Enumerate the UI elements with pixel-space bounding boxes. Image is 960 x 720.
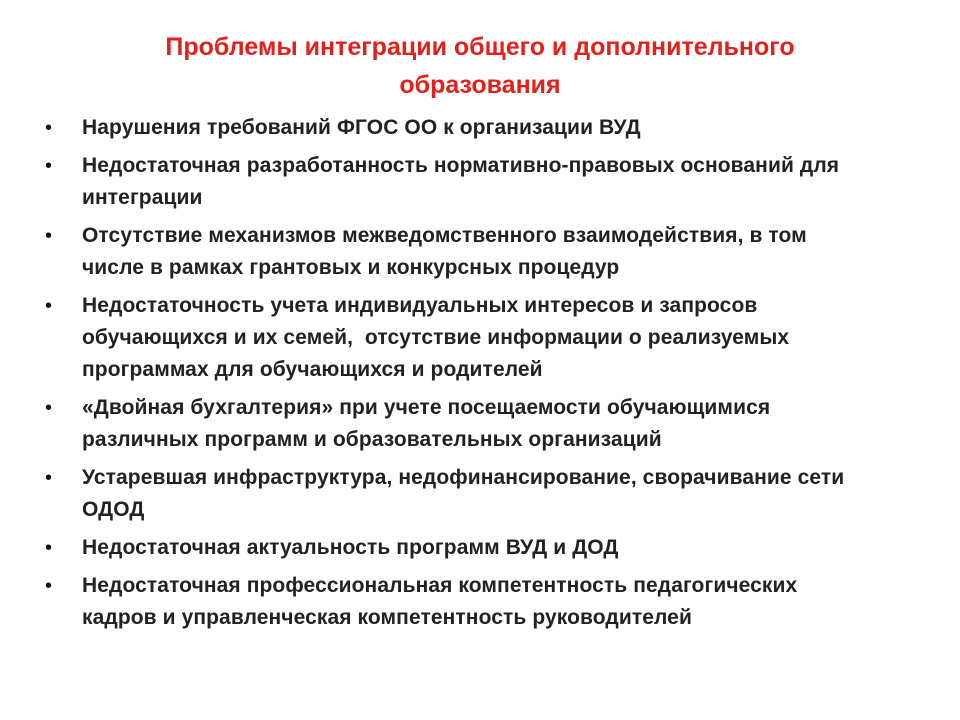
list-item-text [82, 112, 925, 144]
list-item-text [82, 150, 925, 214]
list-item [45, 112, 925, 144]
list-item [45, 290, 925, 386]
list-item-line: Устаревшая инфраструктура, недофинансирование, сворачивание сети [82, 466, 845, 489]
list-item-line: Недостаточная разработанность нормативно-правовых оснований для [82, 154, 840, 177]
list-item-text [82, 220, 925, 284]
list-item-line: ОДОД [82, 498, 145, 521]
bullet-icon: • [45, 155, 53, 177]
title-line-2: образования [399, 71, 561, 99]
list-item-line: числе в рамках грантовых и конкурсных процедур [82, 256, 620, 279]
list-item-text [82, 570, 925, 634]
list-item-line: различных программ и образовательных организаций [82, 428, 662, 451]
bullet-list [45, 112, 925, 640]
title-line-1: Проблемы интеграции общего и дополнительного [165, 33, 795, 61]
bullet-icon: • [45, 295, 53, 317]
list-item-text [82, 392, 925, 456]
list-item [45, 462, 925, 526]
list-item-line: интеграции [82, 186, 203, 209]
list-item-line: кадров и управленческая компетентность руководителей [82, 606, 692, 629]
list-item-text [82, 290, 925, 386]
slide-title [80, 28, 880, 104]
list-item-line: «Двойная бухгалтерия» при учете посещаемости обучающимися [82, 396, 771, 419]
bullet-icon: • [45, 537, 53, 559]
list-item [45, 392, 925, 456]
list-item [45, 150, 925, 214]
list-item-line: Отсутствие механизмов межведомственного взаимодействия, в том [82, 224, 807, 247]
list-item-line: программах для обучающихся и родителей [82, 358, 543, 381]
list-item [45, 570, 925, 634]
bullet-icon: • [45, 467, 53, 489]
list-item-line: Недостаточная профессиональная компетентность педагогических [82, 574, 798, 597]
list-item-line: Недостаточность учета индивидуальных интересов и запросов [82, 294, 758, 317]
bullet-icon: • [45, 225, 53, 247]
list-item-line: Недостаточная актуальность программ ВУД и ДОД [82, 536, 619, 559]
list-item [45, 220, 925, 284]
list-item-line: обучающихся и их семей, отсутствие информации о реализуемых [82, 326, 790, 349]
list-item-text [82, 462, 925, 526]
list-item-text [82, 532, 925, 564]
bullet-icon: • [45, 575, 53, 597]
list-item [45, 532, 925, 564]
list-item-line: Нарушения требований ФГОС ОО к организации ВУД [82, 116, 641, 139]
bullet-icon: • [45, 117, 53, 139]
bullet-icon: • [45, 397, 53, 419]
